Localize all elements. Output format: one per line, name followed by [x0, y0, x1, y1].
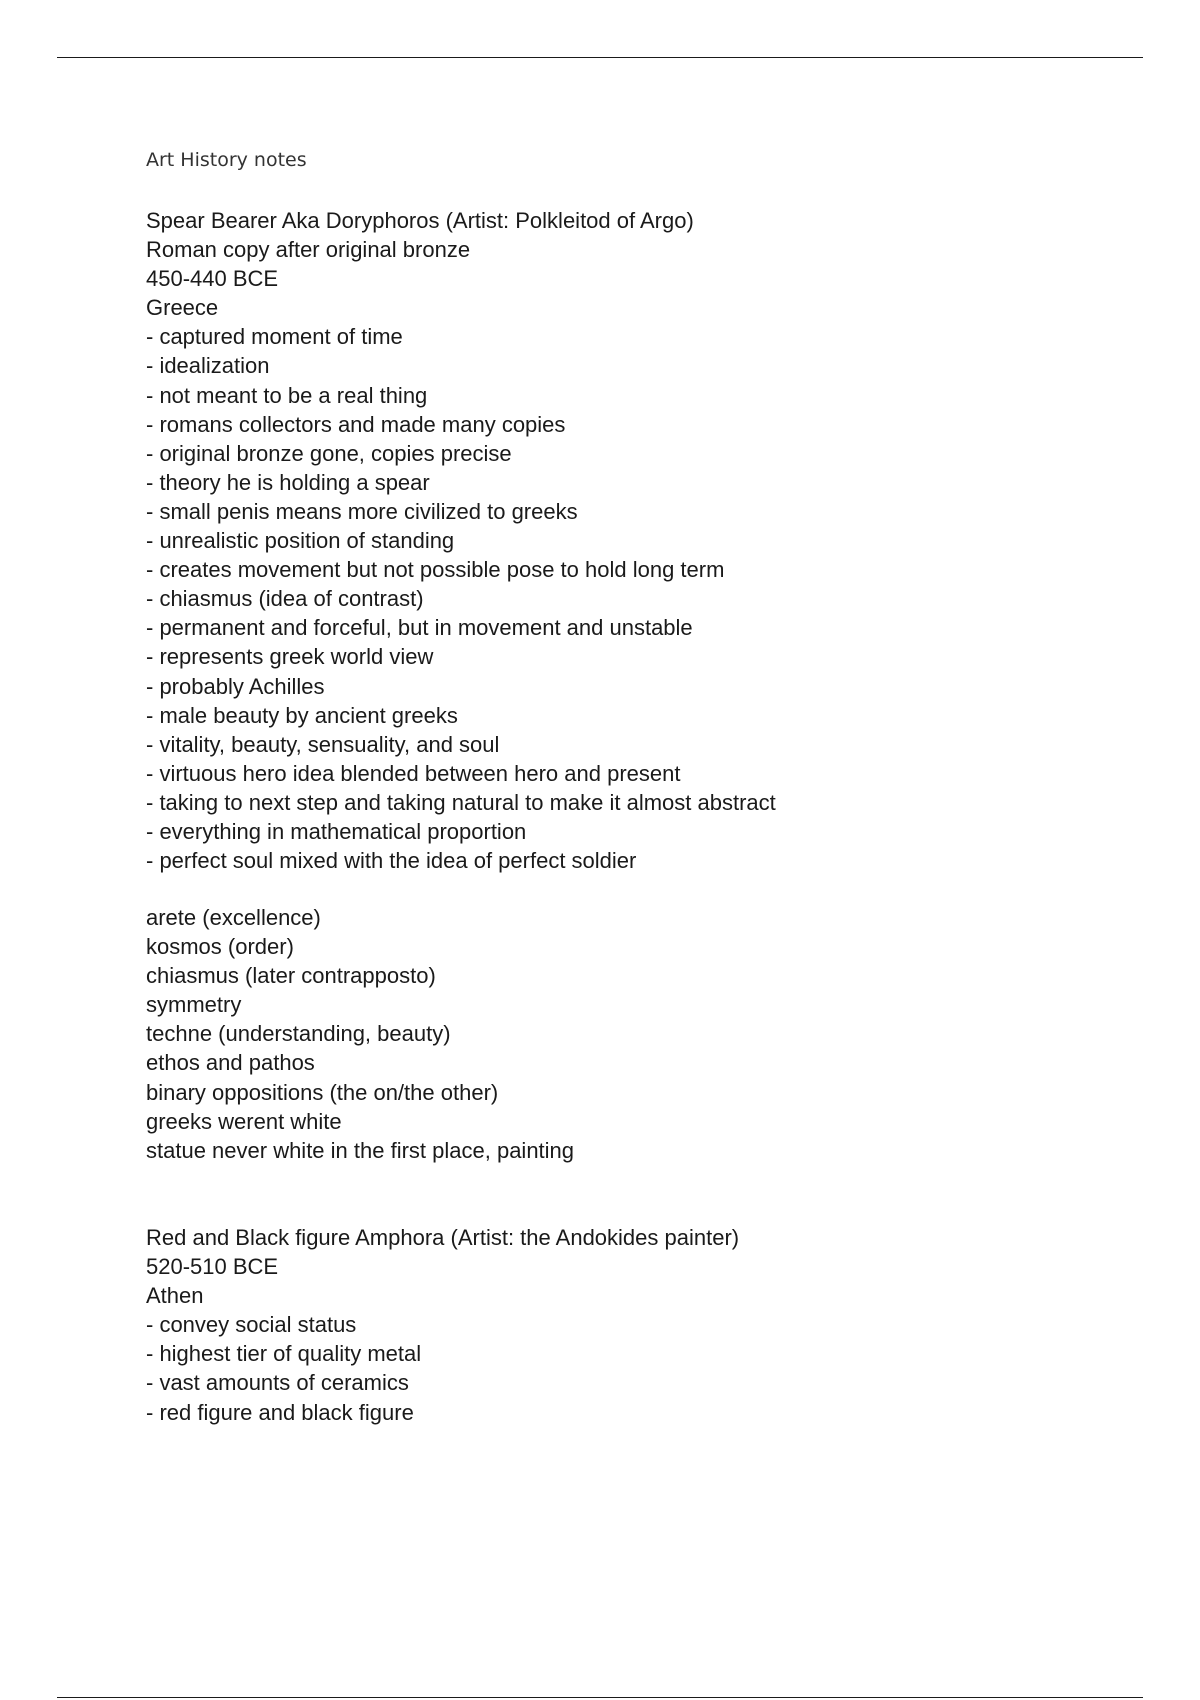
note-line: - idealization	[146, 353, 270, 379]
note-line: Roman copy after original bronze	[146, 237, 471, 263]
note-line: - small penis means more civilized to greeks	[146, 498, 578, 524]
note-line: - perfect soul mixed with the idea of perfect soldier	[146, 848, 637, 874]
note-line: - permanent and forceful, but in movement and unstable	[146, 615, 693, 641]
note-line: 450-440 BCE	[146, 266, 279, 292]
term-line: arete (excellence)	[146, 905, 321, 930]
note-line: - creates movement but not possible pose to hold long term	[146, 557, 725, 583]
note-line: - vitality, beauty, sensuality, and soul	[146, 731, 500, 757]
note-line: Greece	[146, 295, 219, 321]
term-line: ethos and pathos	[146, 1050, 315, 1076]
note-line: - original bronze gone, copies precise	[146, 440, 512, 466]
note-line: - chiasmus (idea of contrast)	[146, 586, 424, 612]
note-line: - male beauty by ancient greeks	[146, 702, 458, 728]
term-line: statue never white in the first place, painting	[146, 1137, 575, 1163]
note-line: - not meant to be a real thing	[146, 382, 428, 408]
term-line: greeks werent white	[146, 1108, 342, 1134]
note-line: 520-510 BCE	[146, 1254, 279, 1280]
doryphoros-notes	[146, 206, 776, 875]
term-line: symmetry	[146, 992, 242, 1018]
note-line: Spear Bearer Aka Doryphoros (Artist: Polkleitod of Argo)	[146, 208, 694, 233]
note-line: - represents greek world view	[146, 644, 434, 670]
note-line: Athen	[146, 1283, 204, 1309]
term-line: techne (understanding, beauty)	[146, 1021, 451, 1047]
term-line: chiasmus (later contrapposto)	[146, 963, 436, 989]
note-line: - probably Achilles	[146, 673, 325, 699]
note-line: - convey social status	[146, 1312, 357, 1338]
note-line: Red and Black figure Amphora (Artist: the Andokides painter)	[146, 1225, 740, 1250]
note-line: - captured moment of time	[146, 324, 403, 350]
note-line: - virtuous hero idea blended between hero and present	[146, 760, 681, 786]
amphora-notes	[146, 1223, 739, 1427]
note-line: - romans collectors and made many copies	[146, 411, 566, 437]
greek-terms-list	[146, 903, 574, 1165]
note-line: - theory he is holding a spear	[146, 469, 430, 495]
footer-rule	[57, 1697, 1143, 1698]
note-line: - everything in mathematical proportion	[146, 818, 527, 844]
term-line: kosmos (order)	[146, 934, 294, 960]
note-line: - taking to next step and taking natural to make it almost abstract	[146, 789, 776, 815]
header-rule	[57, 57, 1143, 58]
note-line: - unrealistic position of standing	[146, 528, 455, 554]
document-title: Art History notes	[146, 149, 307, 171]
term-line: binary oppositions (the on/the other)	[146, 1079, 499, 1105]
note-line: - highest tier of quality metal	[146, 1341, 422, 1367]
note-line: - red figure and black figure	[146, 1399, 414, 1425]
note-line: - vast amounts of ceramics	[146, 1370, 409, 1396]
